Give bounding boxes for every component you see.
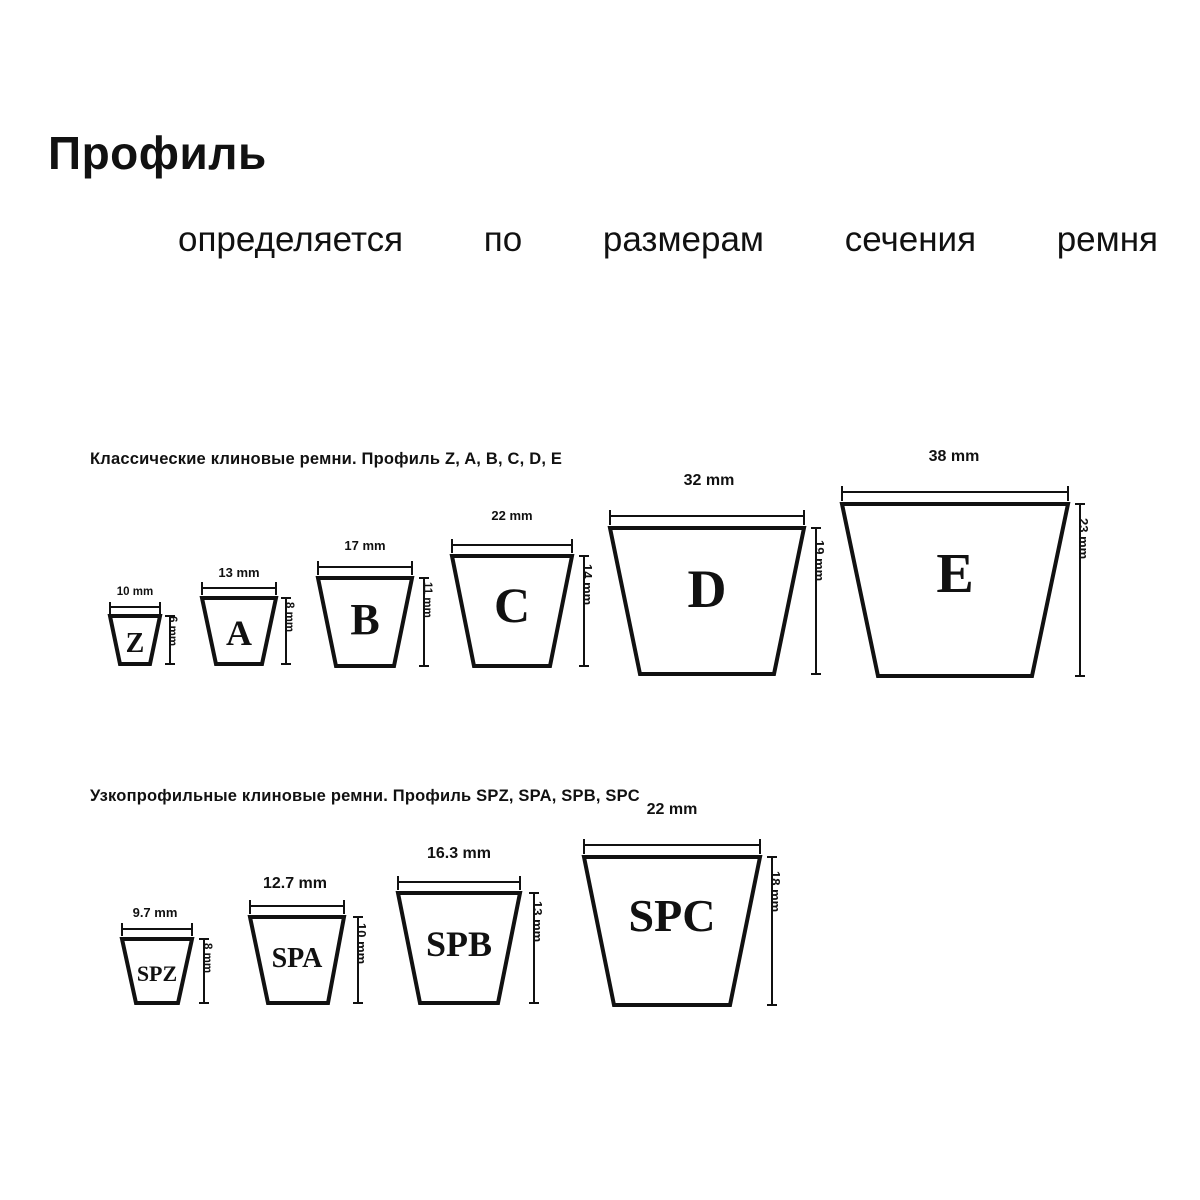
belt-label-spz: SPZ	[136, 961, 178, 986]
belt-top-width-spb: 16.3 mm	[426, 845, 492, 862]
belt-top-width-spc: 22 mm	[646, 801, 698, 818]
belt-height-e: 23 mm	[1076, 518, 1091, 560]
narrow-belts-caption: Узкопрофильные клиновые ремни. Профиль SPZ, SPA, SPB, SPC	[90, 787, 640, 805]
belt-height-z: 6 mm	[166, 616, 178, 647]
belt-top-width-c: 22 mm	[491, 508, 533, 523]
belt-height-a: 8 mm	[283, 602, 295, 633]
belt-label-e: E	[936, 543, 974, 605]
heading-block	[48, 128, 1158, 321]
belt-label-a: A	[226, 613, 252, 653]
belt-height-d: 19 mm	[812, 540, 827, 582]
belt-top-width-e: 38 mm	[928, 448, 980, 465]
belt-figure-d	[604, 472, 827, 684]
belt-label-z: Z	[125, 628, 145, 659]
belt-figure-b	[312, 538, 433, 674]
belt-top-width-z: 10 mm	[116, 586, 154, 598]
belt-label-d: D	[687, 559, 727, 619]
belt-height-b: 11 mm	[421, 582, 433, 618]
belt-label-spa: SPA	[271, 943, 323, 974]
belt-label-spc: SPC	[628, 890, 716, 941]
belt-height-spb: 13 mm	[530, 901, 545, 943]
belt-top-width-spa: 12.7 mm	[262, 875, 328, 892]
belt-label-c: C	[493, 577, 531, 633]
belt-top-width-a: 13 mm	[218, 565, 260, 580]
belt-label-b: B	[350, 595, 380, 644]
belt-figure-z	[104, 586, 178, 672]
belt-profiles-diagram	[0, 420, 1200, 1120]
page-title: Профиль	[48, 127, 267, 179]
belt-figure-a	[196, 565, 295, 672]
belt-figure-spc	[578, 801, 783, 1015]
intro-paragraph: определяется по размерам сечения ремня	[178, 219, 1158, 259]
belt-figure-spb	[392, 845, 545, 1013]
belt-figure-spa	[244, 875, 369, 1011]
belt-top-width-spz: 9.7 mm	[132, 905, 178, 920]
classic-belts-caption: Классические клиновые ремни. Профиль Z, A, B, C, D, E	[90, 450, 563, 468]
belt-figure-spz	[116, 905, 213, 1011]
belt-label-spb: SPB	[425, 924, 493, 964]
belt-height-spz: 8 mm	[201, 943, 213, 974]
belt-height-spc: 18 mm	[768, 871, 783, 913]
belt-figure-c	[446, 508, 595, 674]
belt-top-width-b: 17 mm	[344, 538, 386, 553]
belt-figure-e	[836, 448, 1091, 690]
belt-height-c: 14 mm	[580, 564, 595, 606]
belt-height-spa: 10 mm	[354, 923, 369, 965]
belt-top-width-d: 32 mm	[683, 472, 735, 489]
